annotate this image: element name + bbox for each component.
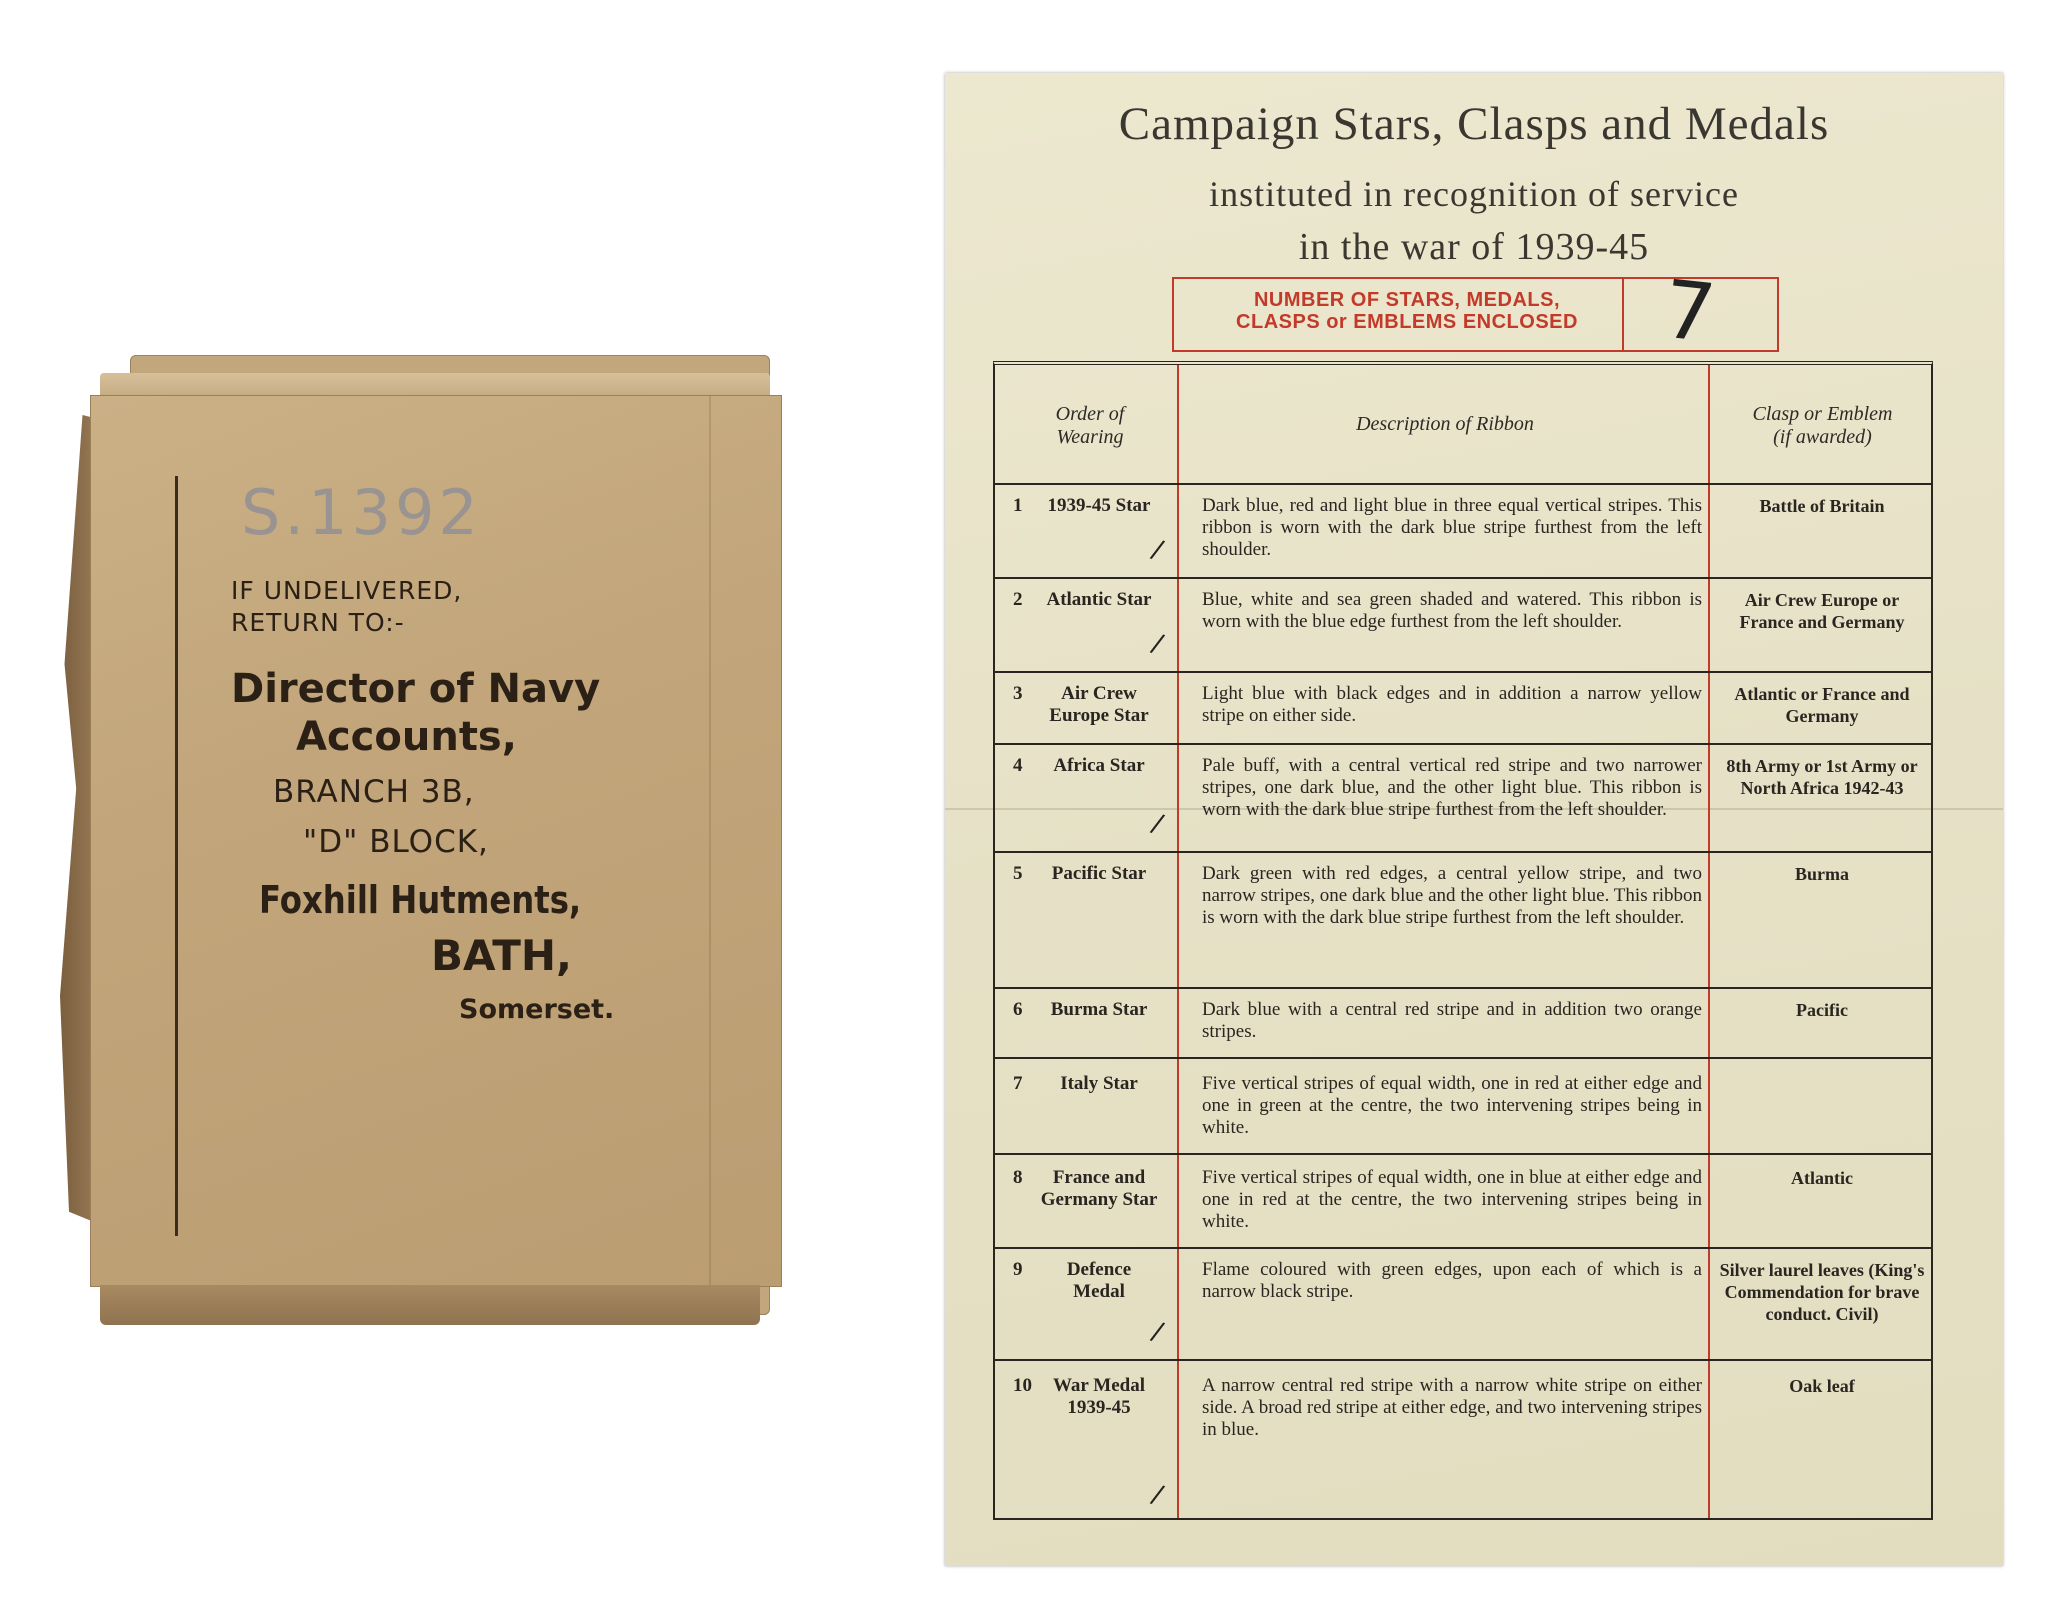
medal-name: Italy Star xyxy=(1060,1073,1138,1094)
header-text: (if awarded) xyxy=(1773,426,1872,448)
stamp-line: BATH, xyxy=(431,931,573,980)
table-row xyxy=(995,853,1931,989)
count-label xyxy=(1192,289,1622,333)
count-label-line: CLASPS or EMBLEMS ENCLOSED xyxy=(1236,311,1578,333)
clasp-cell: Pacific xyxy=(1796,1000,1848,1020)
medal-name: Burma Star xyxy=(1050,999,1148,1020)
count-box-divider xyxy=(1622,279,1624,350)
table-row xyxy=(995,579,1931,673)
pencil-tick-mark: / xyxy=(1148,1316,1167,1348)
ribbon-description: A narrow central red stripe with a narrow white stripe on either side. A broad red stripe at either edge, and two intervening stripes in blue. xyxy=(1202,1375,1702,1440)
stamp-line: RETURN TO:- xyxy=(231,608,405,637)
pencil-tick-mark: / xyxy=(1148,628,1167,660)
table-row xyxy=(995,745,1931,853)
order-number: 9 xyxy=(1013,1259,1023,1280)
table-row xyxy=(995,485,1931,579)
clasp-cell: Oak leaf xyxy=(1789,1376,1855,1396)
order-number: 4 xyxy=(1013,755,1023,776)
table-row xyxy=(995,673,1931,745)
ribbon-description: Dark blue with a central red stripe and in addition two orange stripes. xyxy=(1202,999,1702,1042)
count-value: 7 xyxy=(1659,262,1720,361)
leaflet-subtitle: instituted in recognition of service xyxy=(1209,174,1739,214)
pencil-tick-mark: / xyxy=(1148,1479,1167,1511)
header-text: Order of xyxy=(1055,403,1125,425)
table-header xyxy=(995,365,1931,485)
stamp-line: IF UNDELIVERED, xyxy=(231,576,463,605)
order-number: 10 xyxy=(1013,1375,1032,1396)
ribbon-description: Light blue with black edges and in addition a narrow yellow stripe on either side. xyxy=(1202,683,1702,726)
header-description: Description of Ribbon xyxy=(1356,413,1534,435)
leaflet-title: Campaign Stars, Clasps and Medals xyxy=(1118,98,1830,150)
table-row xyxy=(995,989,1931,1059)
clasp-cell: Air Crew Europe or France and Germany xyxy=(1739,590,1905,632)
medal-name: Defence Medal xyxy=(1066,1259,1132,1302)
medal-name: France and Germany Star xyxy=(1040,1167,1158,1210)
medal-name: Africa Star xyxy=(1053,755,1145,776)
stamp-line: Accounts, xyxy=(296,714,517,760)
order-number: 2 xyxy=(1013,589,1023,610)
header-clasp xyxy=(1715,403,1930,449)
clasp-cell: Battle of Britain xyxy=(1759,496,1885,516)
medal-name: War Medal 1939-45 xyxy=(1052,1375,1145,1418)
medal-name: Atlantic Star xyxy=(1046,589,1152,610)
order-number: 3 xyxy=(1013,683,1023,704)
ribbon-description: Dark green with red edges, a central yellow stripe, and two narrow stripes, one dark blue and the other light blue. This ribbon is worn with the dark blue stripe furthest from the left shoulder. xyxy=(1202,863,1702,928)
ribbon-description: Five vertical stripes of equal width, one in blue at either edge and one in red at the centre, the two intervening stripes being in white. xyxy=(1202,1167,1702,1232)
pencil-number: S.1392 xyxy=(241,476,482,549)
stamp-line: Foxhill Hutments, xyxy=(259,878,582,922)
box-front-panel xyxy=(90,395,782,1287)
stamp-line: BRANCH 3B, xyxy=(273,774,475,810)
count-label-line: NUMBER OF STARS, MEDALS, xyxy=(1253,289,1561,311)
order-number: 6 xyxy=(1013,999,1023,1020)
stamp-line: Somerset. xyxy=(459,994,615,1025)
ribbon-description: Flame coloured with green edges, upon each of which is a narrow black stripe. xyxy=(1202,1259,1702,1302)
order-number: 7 xyxy=(1013,1073,1023,1094)
header-order xyxy=(1015,403,1165,449)
table-row xyxy=(995,1059,1931,1155)
clasp-cell: Atlantic or France and Germany xyxy=(1734,684,1910,726)
pencil-tick-mark: / xyxy=(1148,808,1167,840)
order-number: 8 xyxy=(1013,1167,1023,1188)
stamp-line: "D" BLOCK, xyxy=(303,824,489,860)
clasp-cell: Atlantic xyxy=(1791,1168,1853,1188)
ribbon-description: Dark blue, red and light blue in three equal vertical stripes. This ribbon is worn with the dark blue stripe furthest from the left shoulder. xyxy=(1202,495,1702,560)
clasp-cell: Burma xyxy=(1795,864,1849,884)
medal-name: Pacific Star xyxy=(1051,863,1147,884)
medal-leaflet xyxy=(945,73,2003,1566)
medal-name: Air Crew Europe Star xyxy=(1049,683,1149,726)
medal-table xyxy=(993,361,1933,1520)
order-number: 1 xyxy=(1013,495,1023,516)
medal-name: 1939-45 Star xyxy=(1047,495,1151,516)
clasp-cell: Silver laurel leaves (King's Commendation for brave conduct. Civil) xyxy=(1719,1260,1925,1324)
header-text: Wearing xyxy=(1056,426,1124,448)
table-row xyxy=(995,1249,1931,1361)
table-row xyxy=(995,1361,1931,1524)
count-box xyxy=(1172,262,1779,361)
box-vertical-rule xyxy=(175,476,178,1236)
header-text: Clasp or Emblem xyxy=(1752,403,1893,425)
clasp-cell: 8th Army or 1st Army or North Africa 1942-43 xyxy=(1726,756,1918,798)
leaflet-subtitle: in the war of 1939-45 xyxy=(1298,226,1650,268)
order-number: 5 xyxy=(1013,863,1023,884)
ribbon-description: Five vertical stripes of equal width, one in red at either edge and one in green at the centre, the two intervening stripes being in white. xyxy=(1202,1073,1702,1138)
table-row xyxy=(995,1155,1931,1249)
stamp-line: Director of Navy xyxy=(231,666,601,712)
medal-box xyxy=(60,355,795,1325)
ribbon-description: Blue, white and sea green shaded and watered. This ribbon is worn with the blue edge furthest from the left shoulder. xyxy=(1202,589,1702,632)
box-bottom-edge xyxy=(100,1285,760,1325)
pencil-tick-mark: / xyxy=(1148,534,1167,566)
ribbon-description: Pale buff, with a central vertical red stripe and two narrower stripes, one dark blue, and the other light blue. This ribbon is worn with the dark blue stripe furthest from the left shoulder. xyxy=(1202,755,1702,820)
